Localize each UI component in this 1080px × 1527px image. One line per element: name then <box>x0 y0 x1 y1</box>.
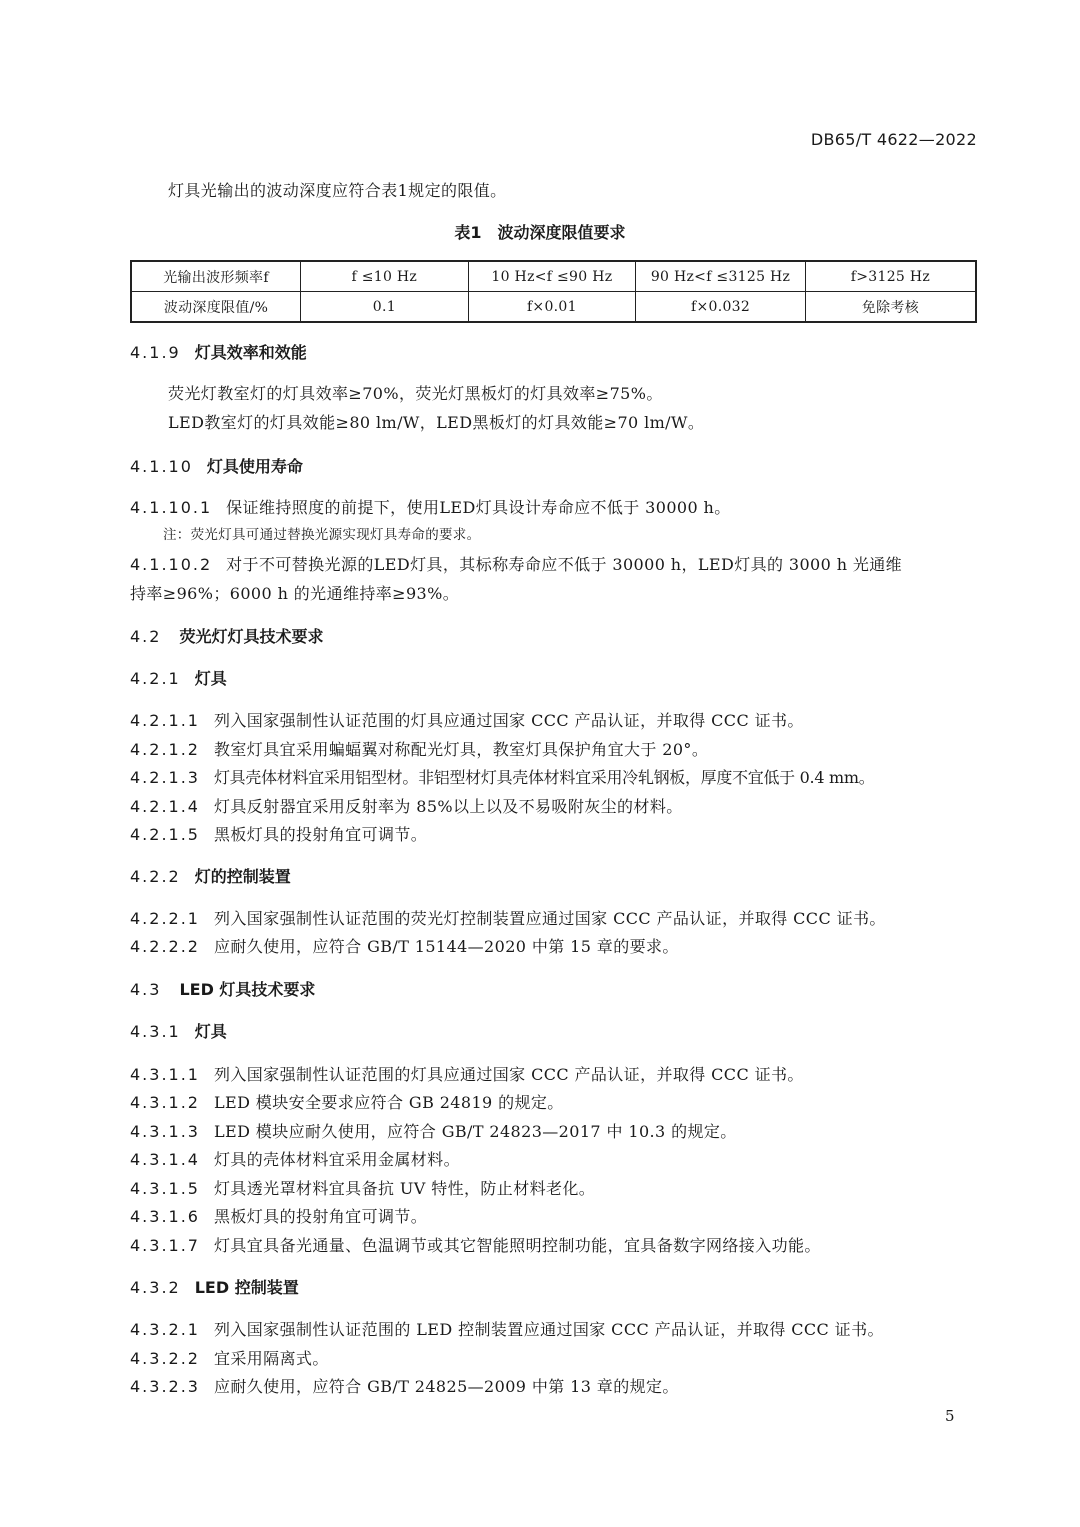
clause-item <box>130 1090 564 1113</box>
clause-number: 4.3.1.1 <box>130 1065 200 1084</box>
paragraph: LED教室灯的灯具效能≥80 lm/W，LED黑板灯的灯具效能≥70 lm/W。 <box>168 413 705 432</box>
section-number: 4.1.9 <box>130 343 181 362</box>
clause-item <box>130 822 427 845</box>
clause-number: 4.2.1.2 <box>130 740 200 759</box>
section-title: LED 灯具技术要求 <box>179 980 316 999</box>
section-title: 荧光灯灯具技术要求 <box>179 627 324 646</box>
table-cell: f×0.01 <box>468 292 636 323</box>
section-heading-4-2-2 <box>130 864 291 887</box>
intro-paragraph: 灯具光输出的波动深度应符合表1规定的限值。 <box>168 181 507 200</box>
table-title: 表1 波动深度限值要求 <box>454 223 626 242</box>
section-heading-4-1-10 <box>130 454 303 477</box>
clause-number: 4.2.1.3 <box>130 768 200 787</box>
section-title: 灯具使用寿命 <box>206 457 303 476</box>
table-cell: 10 Hz<f ≤90 Hz <box>468 261 636 292</box>
clause-item <box>130 1176 595 1199</box>
section-title: 灯的控制装置 <box>194 867 291 886</box>
clause-text: 宜采用隔离式。 <box>213 1349 329 1368</box>
flicker-limits-table <box>130 260 977 323</box>
table-cell: 波动深度限值/% <box>131 292 301 323</box>
clause-number: 4.1.10.2 <box>130 555 213 574</box>
clause-text: 灯具反射器宜采用反射率为 85%以上以及不易吸附灰尘的材料。 <box>213 797 683 816</box>
clause-text: 保证维持照度的前提下，使用LED灯具设计寿命应不低于 30000 h。 <box>226 498 731 517</box>
table-cell: f ≤10 Hz <box>301 261 469 292</box>
clause-number: 4.3.2.2 <box>130 1349 200 1368</box>
clause-number: 4.2.1.4 <box>130 797 200 816</box>
clause-item <box>130 1119 737 1142</box>
clause-item <box>130 552 902 575</box>
clause-text: 灯具的壳体材料宜采用金属材料。 <box>213 1150 460 1169</box>
table-cell: 光输出波形频率f <box>131 261 301 292</box>
section-heading-4-2-1 <box>130 666 227 689</box>
clause-text: 教室灯具宜采用蝙蝠翼对称配光灯具，教室灯具保护角宜大于 20°。 <box>213 740 709 759</box>
clause-number: 4.3.1.5 <box>130 1179 200 1198</box>
document-code: DB65/T 4622—2022 <box>810 130 977 149</box>
section-title: 灯具 <box>194 669 227 688</box>
clause-text: 应耐久使用，应符合 GB/T 24825—2009 中第 13 章的规定。 <box>213 1377 679 1396</box>
table-row <box>131 292 976 323</box>
section-number: 4.3 <box>130 980 162 999</box>
page-number: 5 <box>945 1407 955 1425</box>
clause-text: 黑板灯具的投射角宜可调节。 <box>213 1207 428 1226</box>
clause-item <box>130 934 679 957</box>
section-number: 4.3.1 <box>130 1022 181 1041</box>
section-heading-4-2 <box>130 624 323 647</box>
clause-item <box>130 906 886 929</box>
section-number: 4.2.1 <box>130 669 181 688</box>
section-title: LED 控制装置 <box>194 1278 299 1297</box>
clause-text: 列入国家强制性认证范围的灯具应通过国家 CCC 产品认证，并取得 CCC 证书。 <box>213 1065 804 1084</box>
clause-text: 灯具宜具备光通量、色温调节或其它智能照明控制功能，宜具备数字网络接入功能。 <box>213 1236 821 1255</box>
table-cell: f×0.032 <box>636 292 806 323</box>
section-heading-4-1-9 <box>130 340 307 363</box>
clause-text: 列入国家强制性认证范围的灯具应通过国家 CCC 产品认证，并取得 CCC 证书。 <box>213 711 804 730</box>
clause-number: 4.2.1.1 <box>130 711 200 730</box>
clause-item <box>130 1374 679 1397</box>
clause-number: 4.3.1.3 <box>130 1122 200 1141</box>
clause-text: LED 模块应耐久使用，应符合 GB/T 24823—2017 中 10.3 的规定。 <box>213 1122 737 1141</box>
table-cell: 90 Hz<f ≤3125 Hz <box>636 261 806 292</box>
clause-number: 4.3.1.2 <box>130 1093 200 1112</box>
clause-item <box>130 794 683 817</box>
section-title: 灯具效率和效能 <box>194 343 307 362</box>
clause-item <box>130 708 804 731</box>
clause-item <box>130 737 708 760</box>
clause-number: 4.2.1.5 <box>130 825 200 844</box>
paragraph: 荧光灯教室灯的灯具效率≥70%，荧光灯黑板灯的灯具效率≥75%。 <box>168 384 663 403</box>
clause-item <box>130 495 731 518</box>
section-number: 4.2 <box>130 627 162 646</box>
clause-number: 4.3.1.7 <box>130 1236 200 1255</box>
clause-text: 列入国家强制性认证范围的荧光灯控制装置应通过国家 CCC 产品认证，并取得 CCC 证书。 <box>213 909 886 928</box>
section-number: 4.3.2 <box>130 1278 181 1297</box>
clause-number: 4.3.2.3 <box>130 1377 200 1396</box>
section-heading-4-3 <box>130 977 315 1000</box>
section-heading-4-3-1 <box>130 1019 227 1042</box>
clause-item <box>130 1204 427 1227</box>
clause-number: 4.3.1.4 <box>130 1150 200 1169</box>
clause-number: 4.2.2.1 <box>130 909 200 928</box>
clause-continuation: 持率≥96%；6000 h 的光通维持率≥93%。 <box>130 584 460 603</box>
section-title: 灯具 <box>194 1022 227 1041</box>
clause-item <box>130 1062 804 1085</box>
clause-item <box>130 1233 821 1256</box>
clause-item <box>130 765 874 788</box>
table-cell: 0.1 <box>301 292 469 323</box>
clause-item <box>130 1147 460 1170</box>
clause-text: LED 模块安全要求应符合 GB 24819 的规定。 <box>213 1093 564 1112</box>
clause-number: 4.3.1.6 <box>130 1207 200 1226</box>
table-cell: 免除考核 <box>805 292 976 323</box>
clause-text: 黑板灯具的投射角宜可调节。 <box>213 825 428 844</box>
note: 注：荧光灯具可通过替换光源实现灯具寿命的要求。 <box>163 527 481 543</box>
clause-item <box>130 1317 884 1340</box>
clause-item <box>130 1346 329 1369</box>
clause-text: 应耐久使用，应符合 GB/T 15144—2020 中第 15 章的要求。 <box>213 937 679 956</box>
clause-number: 4.1.10.1 <box>130 498 213 517</box>
clause-text: 灯具透光罩材料宜具备抗 UV 特性，防止材料老化。 <box>213 1179 596 1198</box>
table-cell: f>3125 Hz <box>805 261 976 292</box>
clause-text: 列入国家强制性认证范围的 LED 控制装置应通过国家 CCC 产品认证，并取得 CCC 证书。 <box>213 1320 884 1339</box>
section-number: 4.2.2 <box>130 867 181 886</box>
section-number: 4.1.10 <box>130 457 193 476</box>
clause-number: 4.2.2.2 <box>130 937 200 956</box>
section-heading-4-3-2 <box>130 1275 299 1298</box>
clause-number: 4.3.2.1 <box>130 1320 200 1339</box>
table-row <box>131 261 976 292</box>
clause-text: 灯具壳体材料宜采用铝型材。非铝型材灯具壳体材料宜采用冷轧钢板，厚度不宜低于 0.4 mm。 <box>213 768 875 787</box>
clause-text: 对于不可替换光源的LED灯具，其标称寿命应不低于 30000 h，LED灯具的 3000 h 光通维 <box>226 555 903 574</box>
